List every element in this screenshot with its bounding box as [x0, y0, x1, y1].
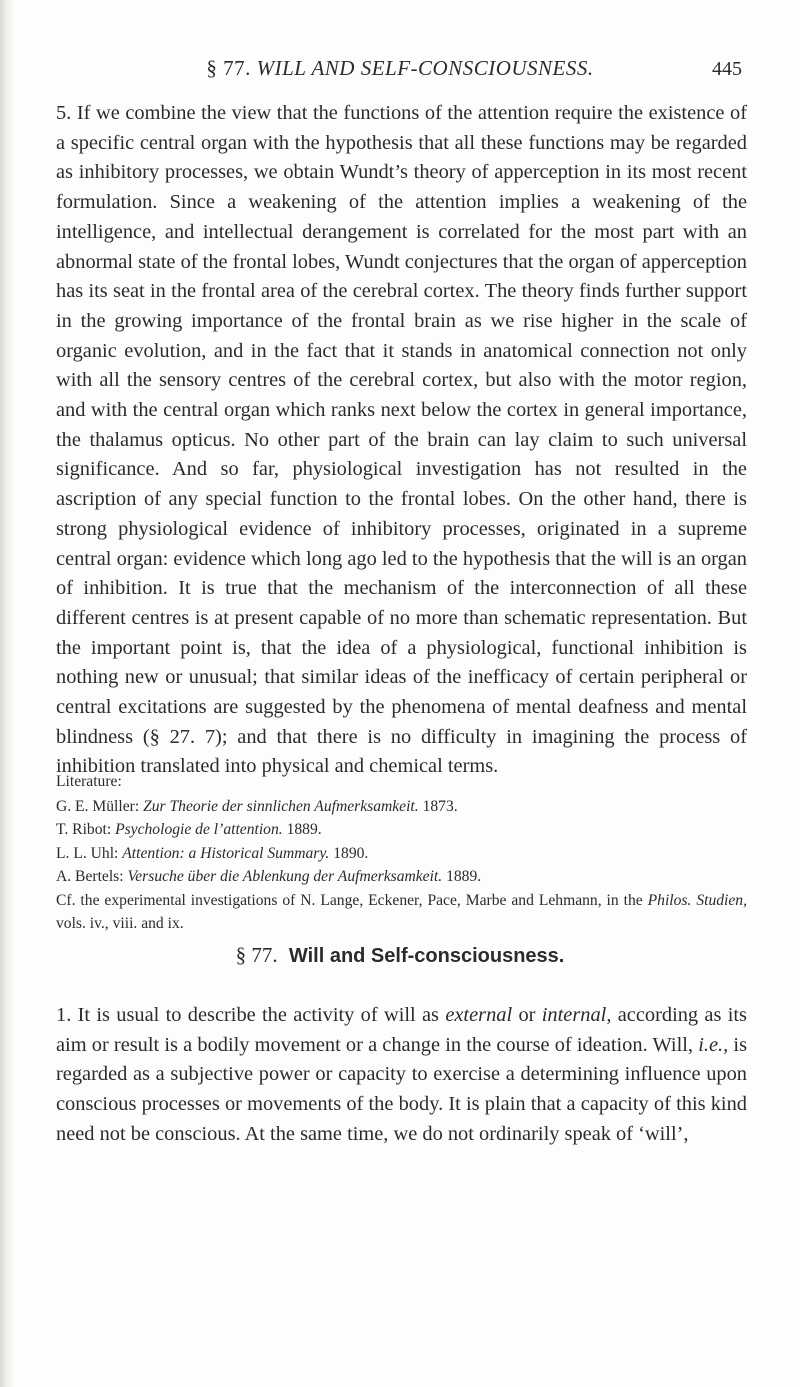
entry-work: Attention: a Historical Summary. — [122, 844, 330, 862]
para-1-emphasis: internal, — [541, 1004, 612, 1026]
entry-author: A. Bertels: — [56, 868, 124, 885]
literature-title: Literature: — [56, 773, 122, 790]
paragraph-5-text: 5. If we combine the view that the functions of the attention require the existence of a specific central organ with the hypothesis that all these functions may be regarded as inhibitory processes, we obtain Wundt’s theory of apperception in its most recent formulation. Since a weakening of the attention implies a weakening of the intelligence, and intellectual derangement is correlated for the most part with an abnormal state of the frontal lobes, Wundt conjectures that the organ of apperception has its seat in the frontal area of the cerebral cortex. The theory finds further support in the growing importance of the frontal brain as we rise higher in the scale of organic evolution, and in the fact that it stands in anatomical connection not only with all the sensory centres of the cerebral cortex, but also with the motor region, and with the central organ which ranks next below the cortex in general importance, the thalamus opticus. No other part of the brain can lay claim to such universal significance. And so far, physiological investigation has not resulted in the ascription of any special function to the frontal lobes. On the other hand, there is strong physiological evidence of inhibitory processes, originated in a supreme central organ: evidence which long ago led to the hypothesis that the will is an organ of inhibition. It is true that the mechanism of the interconnection of all these different centres is at present capable of no more than schematic representation. But the important point is, that the idea of a physiological, functional inhibition is nothing new or unusual; that similar ideas of the inefficacy of certain peripheral or central excitations are suggested by the phenomena of mental deafness and mental blindness (§ 27. 7); and that there is no difficulty in imagining the process of inhibition translated into physical and chemical terms. — [56, 102, 747, 778]
entry-year: 1889. — [446, 868, 482, 885]
literature-entry — [56, 865, 747, 889]
entry-year: 1873. — [422, 797, 458, 815]
running-section-ref: § 77. — [206, 56, 251, 80]
literature-entry — [56, 842, 747, 866]
entry-work: Versuche über die Ablenkung der Aufmerksamkeit. — [127, 868, 443, 885]
running-chapter-title: WILL AND SELF-CONSCIOUSNESS. — [256, 56, 594, 80]
entry-work: Psychologie de l’attention. — [115, 821, 283, 838]
para-1-emphasis: external — [445, 1004, 513, 1026]
para-1-run: is regarded as a subjective power or capacity to exercise a determining influence upon conscious processes or movements of the body. It is plain that a capacity of this kind need not be conscious. At the same time, we do not ordinarily speak of ‘will’, — [56, 1033, 748, 1145]
literature-entry — [56, 795, 747, 819]
para-1-run: or — [518, 1004, 536, 1026]
running-title — [0, 56, 800, 81]
para-1-run: 1. It is usual to describe the activity of will as — [56, 1004, 439, 1026]
literature-entry — [56, 818, 747, 842]
running-head — [0, 56, 800, 86]
paragraph-5 — [56, 99, 747, 782]
entry-year: 1889. — [286, 821, 322, 838]
para-1-run: according as its aim or result is a bodily movement or a change in the course of ideation. Will, — [56, 1004, 747, 1056]
note-volumes: vols. iv., viii. and ix. — [56, 915, 184, 932]
note-work: Philos. Studien, — [647, 891, 747, 909]
section-heading — [0, 943, 800, 968]
literature-list — [56, 770, 747, 936]
para-1-emphasis: i.e., — [698, 1033, 729, 1056]
entry-author: L. L. Uhl: — [56, 844, 119, 862]
entry-year: 1890. — [333, 844, 369, 862]
paragraph-1 — [56, 1001, 747, 1150]
note-text: Cf. the experimental investigations of N. Lange, Eckener, Pace, Marbe and Lehmann, in the — [56, 891, 643, 909]
literature-note — [56, 889, 747, 936]
page-number: 445 — [712, 58, 742, 80]
section-title: Will and Self-consciousness. — [288, 945, 565, 967]
entry-author: G. E. Müller: — [56, 797, 140, 815]
section-number: § 77. — [235, 943, 278, 967]
entry-author: T. Ribot: — [56, 821, 112, 838]
paragraph-1-text — [56, 1001, 747, 1150]
entry-work: Zur Theorie der sinnlichen Aufmerksamkeit. — [143, 797, 419, 815]
